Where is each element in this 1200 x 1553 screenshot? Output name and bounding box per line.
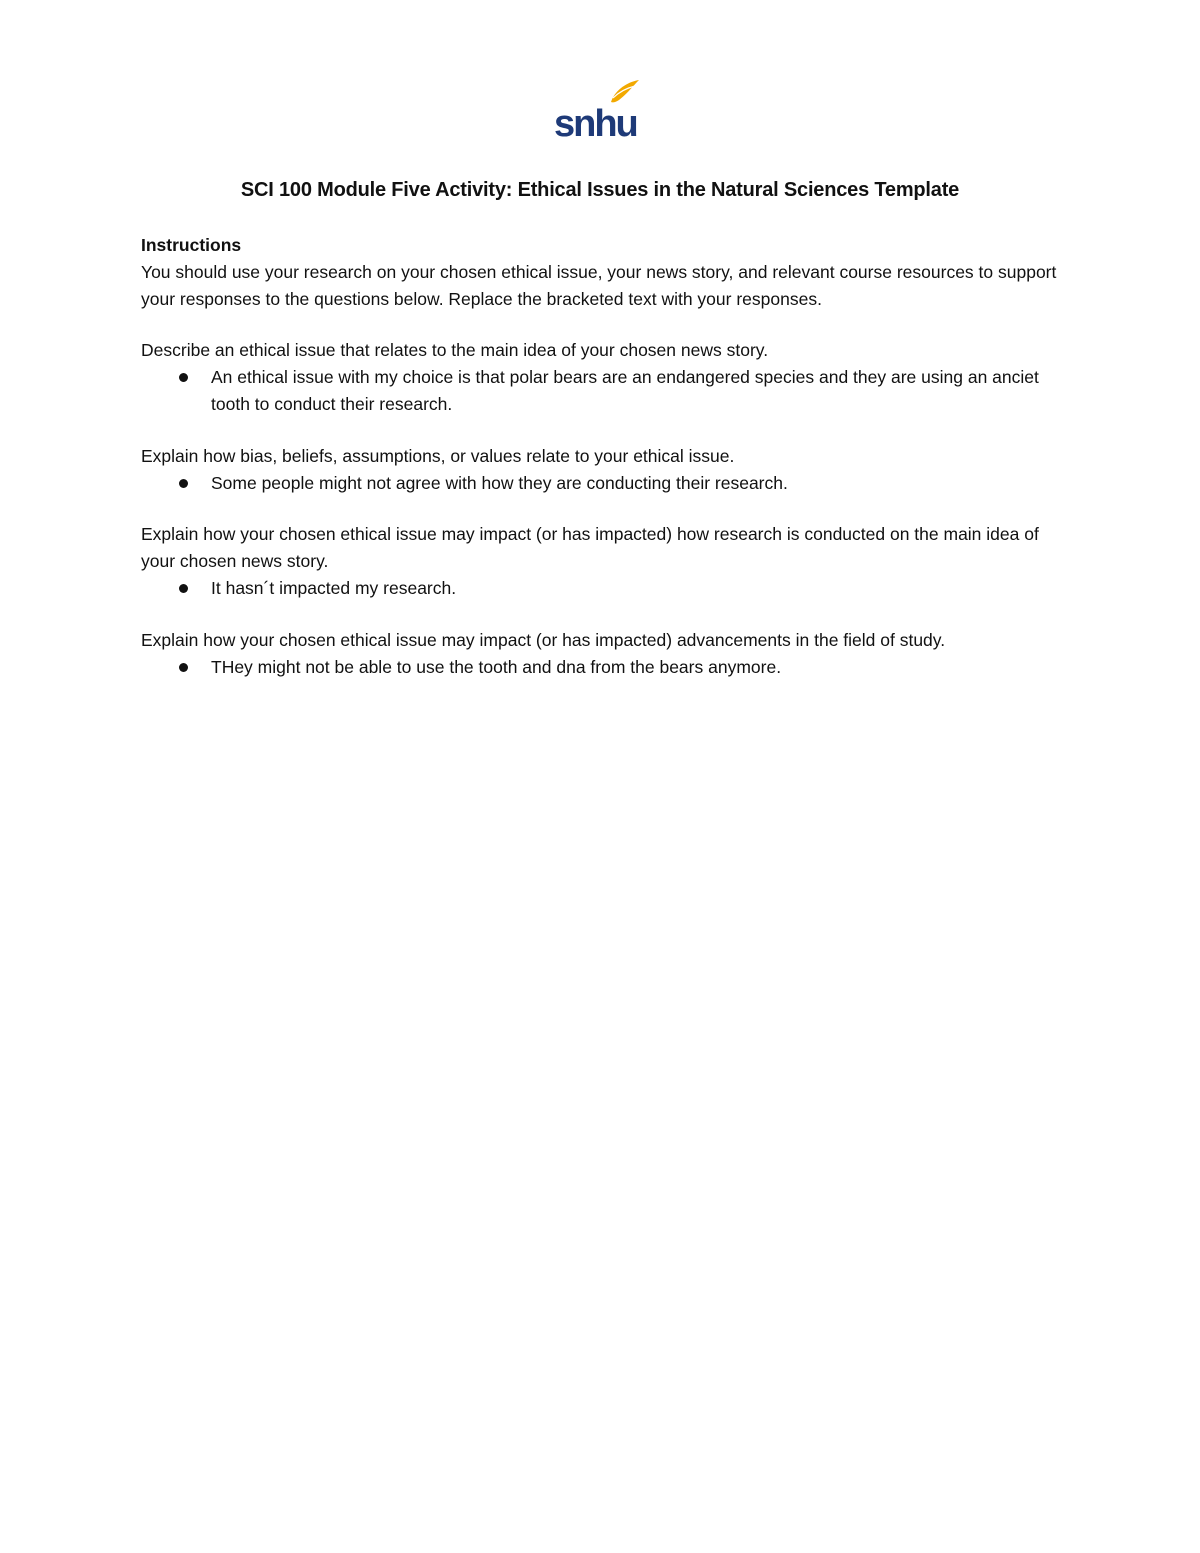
answer-item-2 (141, 470, 1061, 497)
bullet-icon (179, 663, 188, 672)
question-prompt-2: Explain how bias, beliefs, assumptions, or values relate to your ethical issue. (141, 445, 735, 466)
question-prompt-3: Explain how your chosen ethical issue may impact (or has impacted) how research is conducted on the main idea of your chosen news story. (141, 524, 1039, 572)
answer-item-1 (141, 364, 1061, 418)
answer-text-4: THey might not be able to use the tooth and dna from the bears anymore. (211, 656, 782, 677)
question-prompt-4: Explain how your chosen ethical issue may impact (or has impacted) advancements in the field of study. (141, 629, 946, 650)
answer-text-1: An ethical issue with my choice is that polar bears are an endangered species and they are using an anciet tooth to conduct their research. (211, 367, 1039, 414)
question-prompt-1: Describe an ethical issue that relates to the main idea of your chosen news story. (141, 340, 769, 361)
bullet-icon (179, 479, 188, 488)
answer-item-3 (141, 575, 1061, 602)
logo-wordmark: snhu (554, 103, 637, 140)
logo-flame-icon (611, 80, 639, 102)
answer-text-3: It hasn´t impacted my research. (211, 577, 457, 598)
answer-text-2: Some people might not agree with how they are conducting their research. (211, 472, 788, 493)
bullet-icon (179, 373, 188, 382)
document-body (141, 232, 1061, 680)
snhu-logo (553, 78, 643, 140)
instructions-text: You should use your research on your chosen ethical issue, your news story, and relevant course resources to support your responses to the questions below. Replace the bracketed text with your responses. (141, 261, 1057, 309)
instructions-heading: Instructions (141, 235, 242, 255)
answer-item-4 (141, 654, 1061, 681)
document-title: SCI 100 Module Five Activity: Ethical Issues in the Natural Sciences Template (240, 179, 960, 201)
bullet-icon (179, 584, 188, 593)
